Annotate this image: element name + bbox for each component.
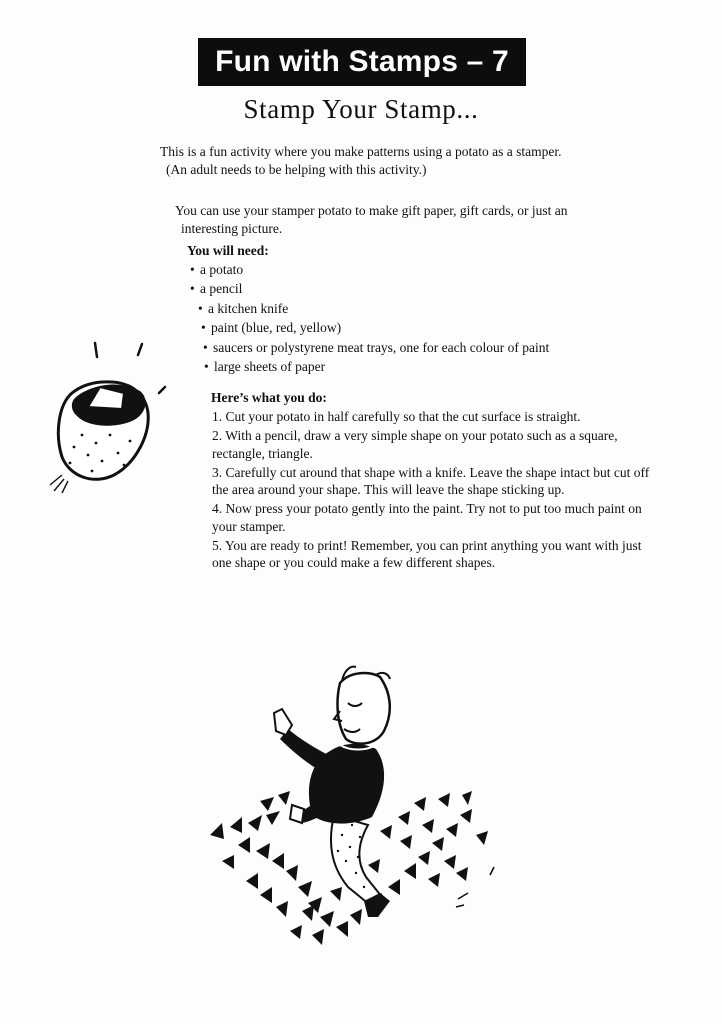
uses-line: You can use your stamper potato to make gift paper, gift cards, or just an [175,203,568,218]
uses-line: interesting picture. [181,221,283,236]
intro-text [160,143,630,179]
step-item: 3. Carefully cut around that shape with a knife. Leave the shape intact but cut off the area around your shape. This will leave the shape sticking up. [212,464,650,497]
step-item: 4. Now press your potato gently into the paint. Try not to put too much paint on your stamper. [212,501,642,534]
step-item: 5. You are ready to print! Remember, you can print anything you want with just one shape or you could make a few different shapes. [212,537,642,570]
dancing-man-with-triangle-stamps-drawing [200,665,500,955]
materials-list [190,260,549,376]
materials-heading: You will need: [187,243,269,258]
intro-line: This is a fun activity where you make patterns using a potato as a stamper. [160,144,562,159]
list-item: • a pencil [190,279,549,298]
potato-stamper-drawing [40,335,180,500]
uses-text [175,202,645,238]
step-item: 2. With a pencil, draw a very simple shape on your potato such as a square, rectangle, triangle. [212,428,618,461]
intro-note: (An adult needs to be helping with this activity.) [166,162,427,177]
instructions-heading: Here’s what you do: [211,390,327,405]
list-item: • saucers or polystyrene meat trays, one for each colour of paint [190,338,549,357]
list-item: • large sheets of paper [190,357,549,376]
list-item: • paint (blue, red, yellow) [190,318,549,337]
list-item: • a potato [190,260,549,279]
list-item: • a kitchen knife [190,299,549,318]
step-item: 1. Cut your potato in half carefully so that the cut surface is straight. [212,409,581,424]
page-title: Fun with Stamps – 7 [198,38,526,86]
page-subtitle: Stamp Your Stamp... [243,94,479,124]
instructions-list [212,408,662,572]
